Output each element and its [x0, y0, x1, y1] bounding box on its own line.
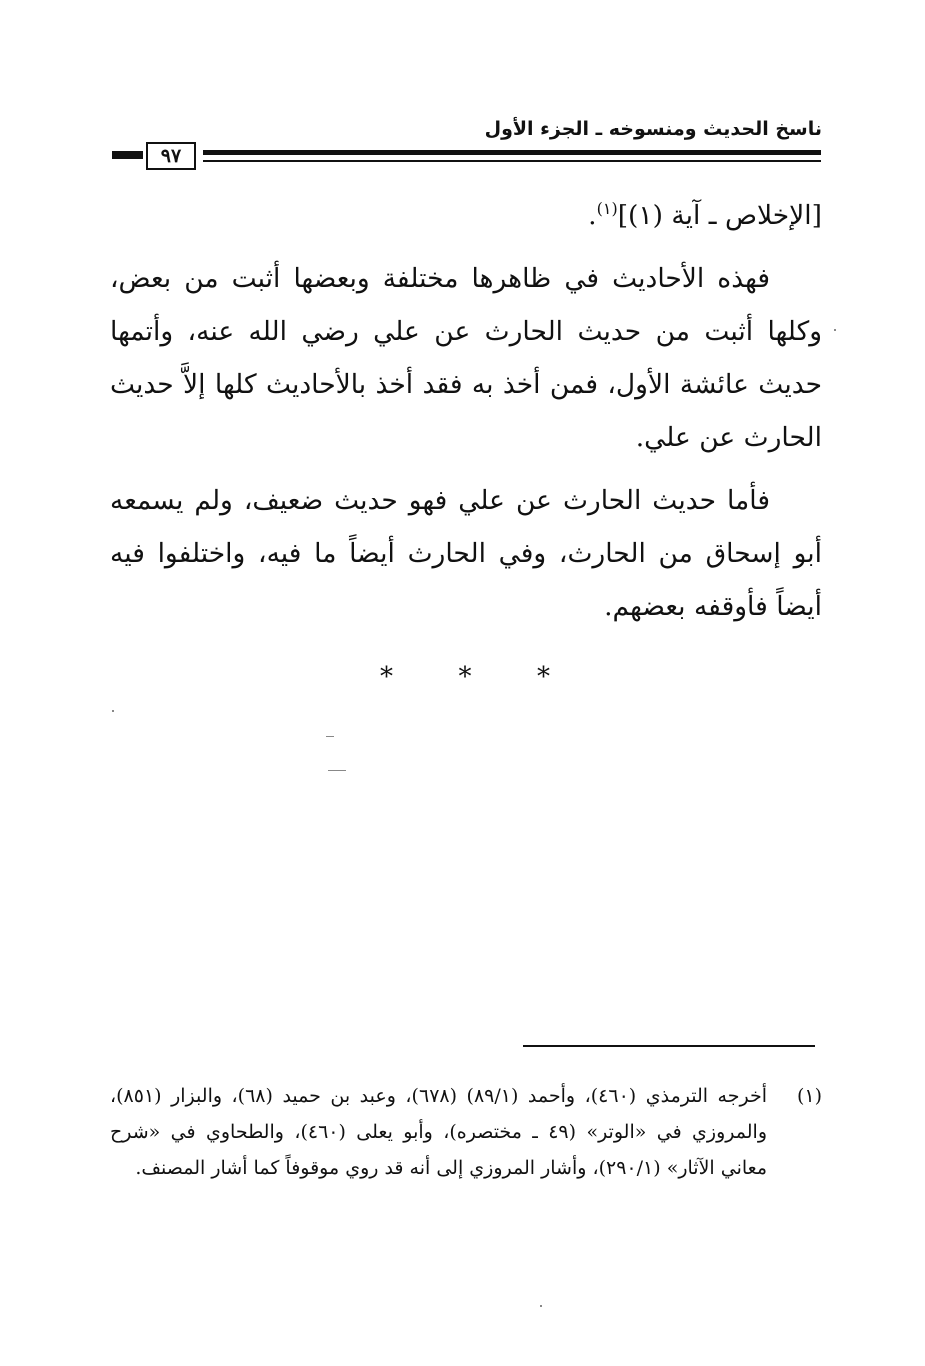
scan-speck	[834, 329, 836, 331]
footnote-rule	[523, 1045, 815, 1047]
footnote-1	[110, 1078, 822, 1186]
running-header-title: ناسخ الحديث ومنسوخه ـ الجزء الأول	[484, 118, 822, 140]
paragraph-2: فأما حديث الحارث عن علي فهو حديث ضعيف، ولم يسمعه أبو إسحاق من الحارث، وفي الحارث أيضاً ما فيه، واختلفوا فيه أيضاً فأوقفه بعضهم.	[110, 484, 822, 622]
separator-star: *	[458, 662, 472, 692]
separator-star: *	[380, 662, 393, 692]
scan-speck	[112, 710, 114, 712]
scan-speck	[328, 770, 346, 771]
header-double-rule	[203, 150, 821, 162]
footnote-text: أخرجه الترمذي (٤٦٠)، وأحمد (٨٩/١) (٦٧٨)، وعبد بن حميد (٦٨)، والبزار (٨٥١)، والمروزي في «الوتر» (٤٩ ـ مختصره)، وأبو يعلى (٤٦٠)، والطحاوي في «شرح معاني الآثار» (٢٩٠/١)، وأشار المروزي إلى أنه قد روي موقوفاً كما أشار المصنف.	[110, 1085, 768, 1179]
page-number-box: ٩٧	[146, 142, 196, 170]
header-short-rule	[112, 151, 143, 159]
verse-end: .	[588, 199, 597, 231]
scan-speck	[540, 1305, 542, 1307]
main-text	[110, 182, 822, 633]
section-separator	[380, 662, 550, 692]
paragraph-1: فهذه الأحاديث في ظاهرها مختلفة وبعضها أثبت من بعض، وكلها أثبت من حديث الحارث عن علي رضي الله عنه، وأتمها حديث عائشة الأول، فمن أخذ به فقد أخذ بالأحاديث كلها إلاَّ حديث الحارث عن علي.	[110, 262, 822, 453]
verse-reference-line	[110, 182, 822, 242]
verse-reference: [الإخلاص ـ آية (١)]	[617, 199, 822, 231]
scan-speck	[326, 736, 334, 737]
footnote-marker: (١)	[596, 199, 618, 218]
footnote-number: (١)	[796, 1085, 822, 1107]
separator-star: *	[537, 662, 550, 692]
